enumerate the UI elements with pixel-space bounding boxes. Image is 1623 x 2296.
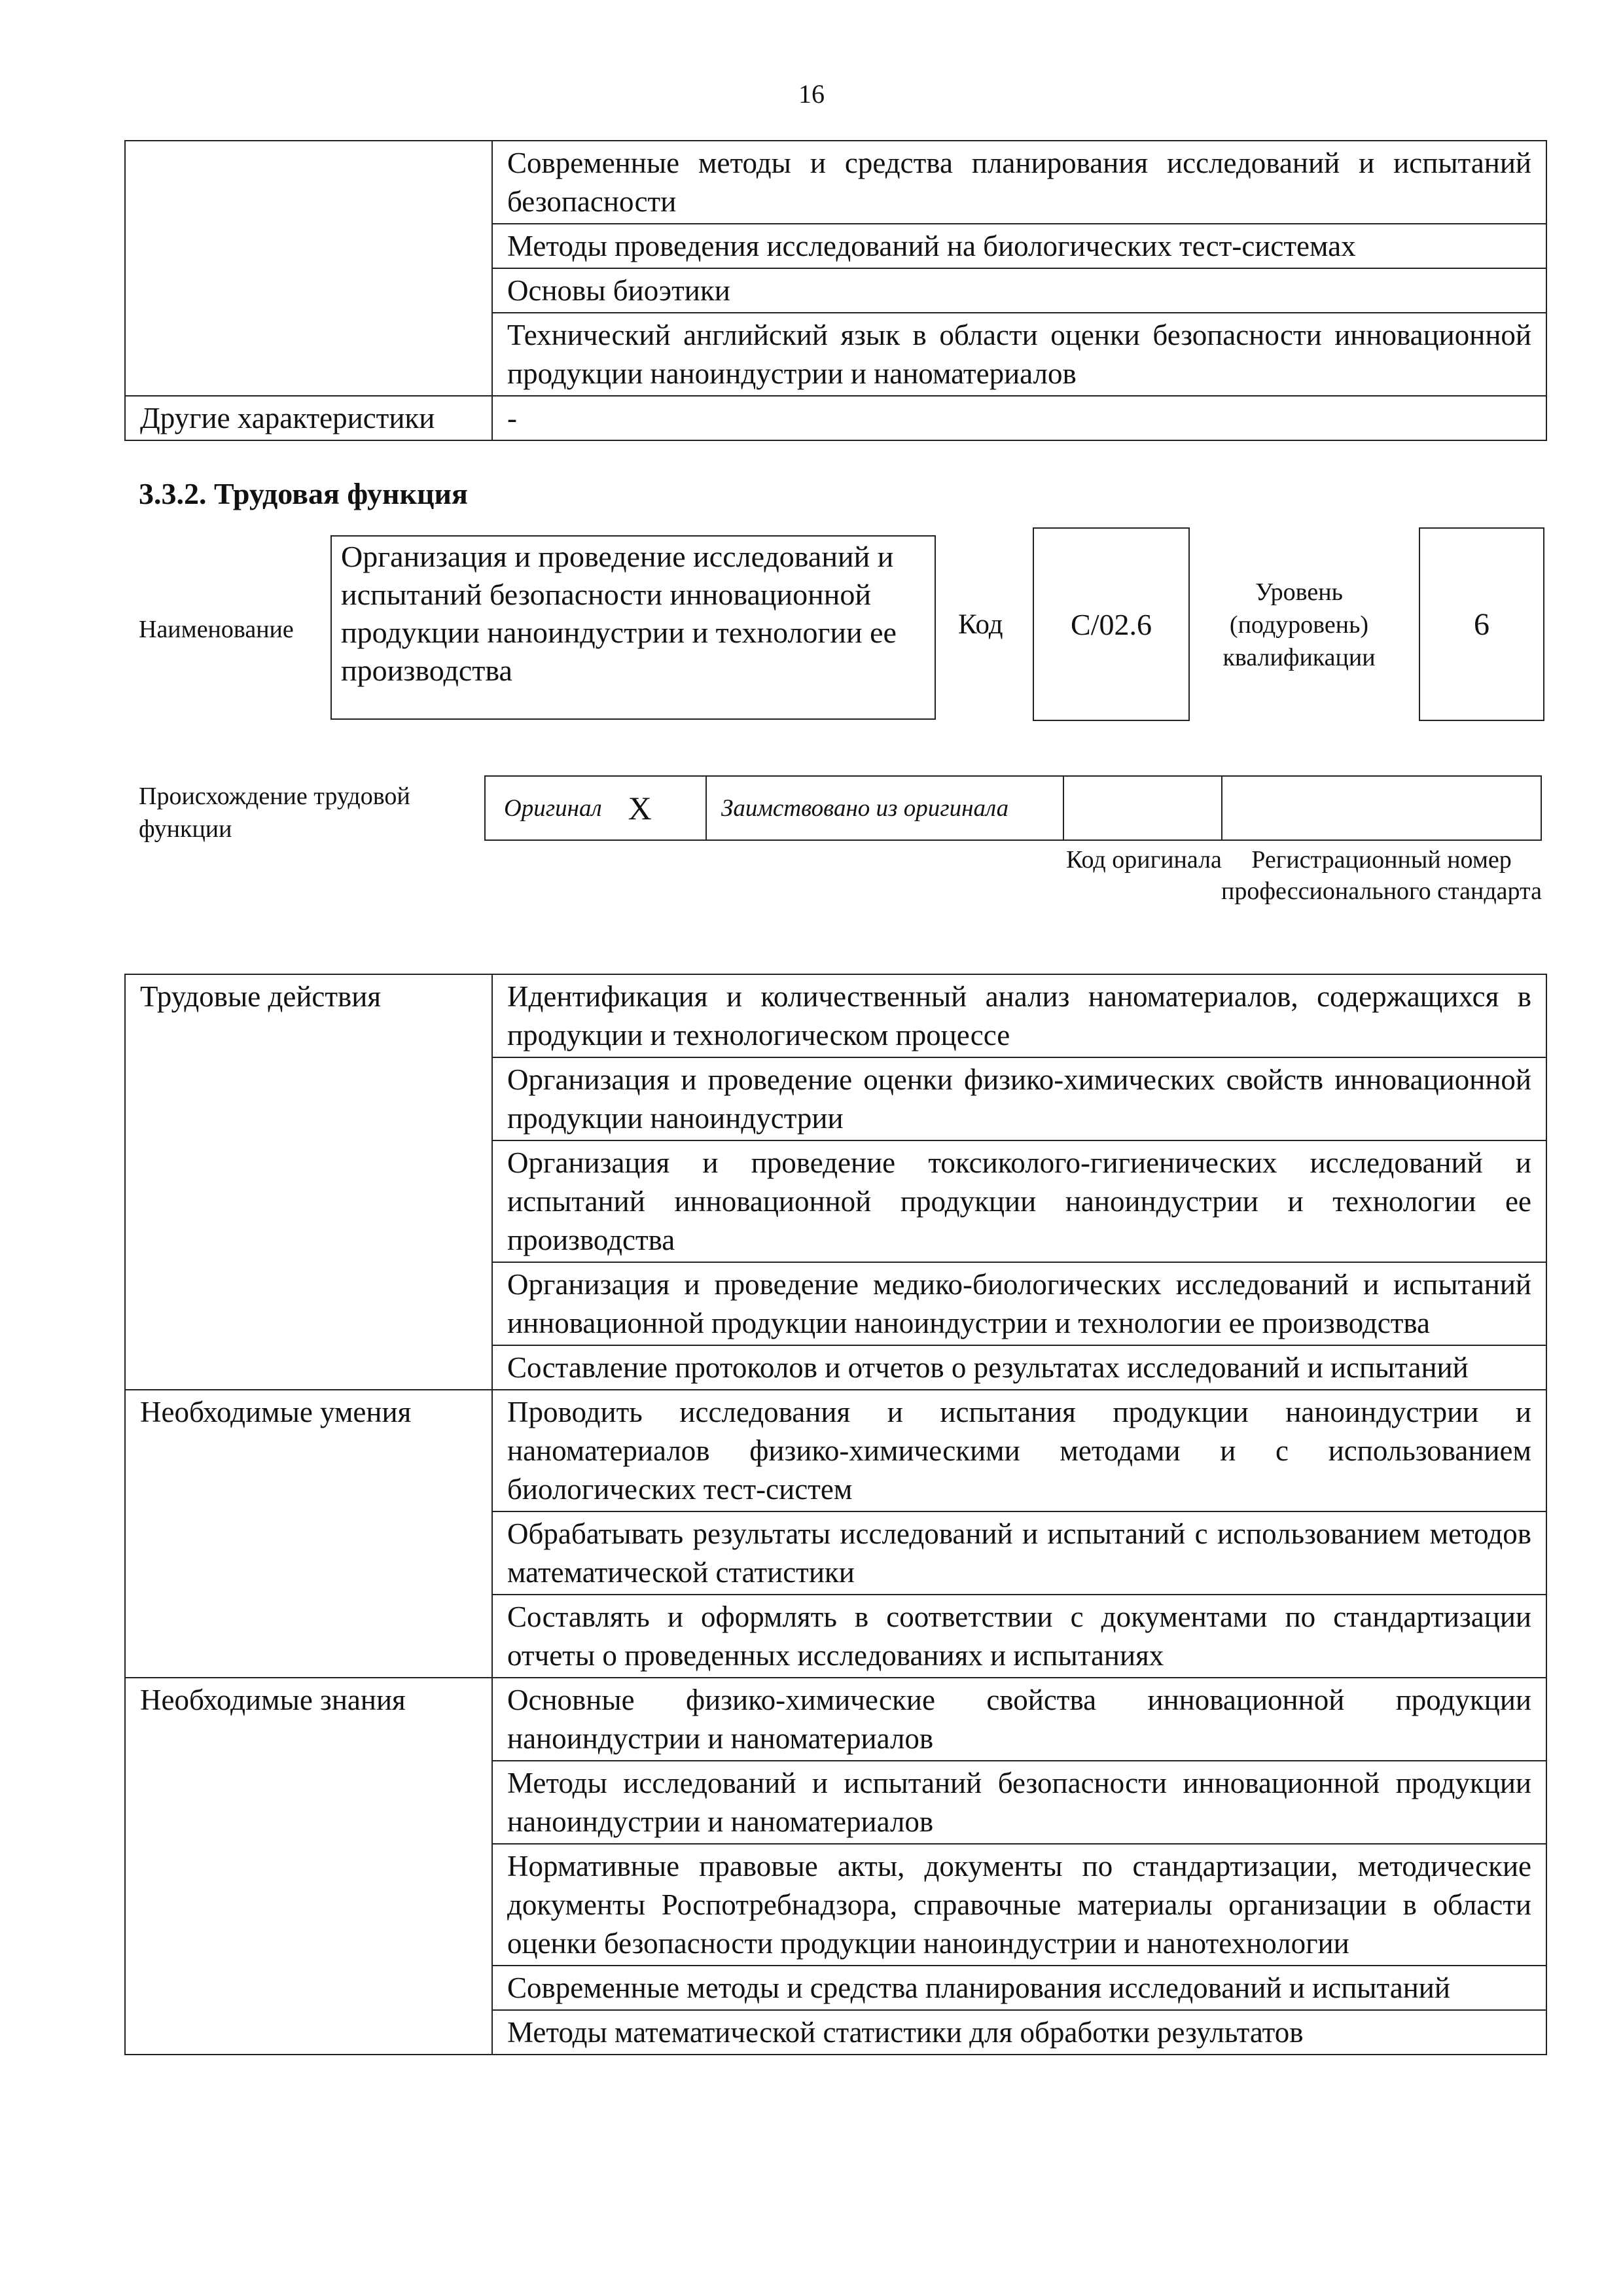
table-row <box>125 1678 1546 1761</box>
table-item-cell: Идентификация и количественный анализ наноматериалов, содержащихся в продукции и технологическом процессе <box>492 974 1546 1057</box>
table-item-cell: Проводить исследования и испытания продукции наноиндустрии и наноматериалов физико-химическими методами и с использованием биологических тест-систем <box>492 1390 1546 1511</box>
table-row <box>125 1390 1546 1511</box>
table-row <box>125 974 1546 1057</box>
table-item-cell: Организация и проведение токсиколого-гигиенических исследований и испытаний инновационной продукции наноиндустрии и технологии ее производства <box>492 1140 1546 1262</box>
original-code-caption: Код оригинала <box>1066 846 1222 874</box>
group-label-required-knowledge: Необходимые знания <box>125 1678 492 2055</box>
registration-number-caption: Регистрационный номер профессионального стандарта <box>1221 846 1542 905</box>
borrowed-label: Заимствовано из оригинала <box>721 794 1009 822</box>
table-item-cell: Организация и проведение медико-биологических исследований и испытаний инновационной продукции наноиндустрии и технологии ее производства <box>492 1262 1546 1345</box>
table-item-cell: Составление протоколов и отчетов о результатах исследований и испытаний <box>492 1345 1546 1390</box>
table-item-cell: Методы проведения исследований на биологических тест-системах <box>492 224 1546 268</box>
origin-row <box>486 775 1544 841</box>
table-label-cell: Другие характеристики <box>125 396 492 440</box>
original-label: Оригинал <box>504 794 602 822</box>
function-name-box: Организация и проведение исследований и испытаний безопасности инновационной продукции наноиндустрии и технологии ее производства <box>330 535 936 720</box>
table-item-cell: Составлять и оформлять в соответствии с документами по стандартизации отчеты о проведенных исследованиях и испытаниях <box>492 1595 1546 1678</box>
table-row <box>125 396 1546 440</box>
table-item-cell: Технический английский язык в области оценки безопасности инновационной продукции наноиндустрии и наноматериалов <box>492 313 1546 396</box>
code-label: Код <box>958 609 1003 640</box>
code-value-box: С/02.6 <box>1033 527 1190 721</box>
section-title: 3.3.2. Трудовая функция <box>139 477 468 510</box>
table-item-cell: Организация и проведение оценки физико-химических свойств инновационной продукции наноиндустрии <box>492 1057 1546 1140</box>
table-item-cell: - <box>492 396 1546 440</box>
qualification-level-box: 6 <box>1419 527 1544 721</box>
registration-number-cell <box>1221 775 1542 841</box>
origin-label: Происхождение трудовой функции <box>139 783 410 843</box>
continued-knowledge-table <box>124 140 1547 441</box>
table-item-cell: Современные методы и средства планирования исследований и испытаний <box>492 1966 1546 2010</box>
table-item-cell: Основные физико-химические свойства инновационной продукции наноиндустрии и наноматериалов <box>492 1678 1546 1761</box>
original-code-cell <box>1063 775 1222 841</box>
table-item-cell: Нормативные правовые акты, документы по стандартизации, методические документы Роспотребнадзора, справочные материалы организации в области оценки безопасности продукции наноиндустрии и нанотехнологии <box>492 1844 1546 1966</box>
page-number: 16 <box>798 79 825 109</box>
group-label-required-skills: Необходимые умения <box>125 1390 492 1678</box>
table-item-cell: Современные методы и средства планирования исследований и испытаний безопасности <box>492 141 1546 224</box>
qualification-level-label: Уровень (подуровень) квалификации <box>1222 578 1376 671</box>
table-item-cell: Основы биоэтики <box>492 268 1546 313</box>
table-item-cell: Методы исследований и испытаний безопасности инновационной продукции наноиндустрии и наноматериалов <box>492 1761 1546 1844</box>
table-item-cell: Методы математической статистики для обработки результатов <box>492 2010 1546 2055</box>
table-item-cell: Обрабатывать результаты исследований и испытаний с использованием методов математической статистики <box>492 1511 1546 1595</box>
table-label-cell <box>125 141 492 396</box>
original-mark: X <box>628 790 652 826</box>
table-row <box>125 141 1546 224</box>
name-label: Наименование <box>139 616 294 643</box>
original-cell <box>484 775 707 841</box>
borrowed-cell <box>705 775 1064 841</box>
group-label-labor-actions: Трудовые действия <box>125 974 492 1390</box>
labor-function-details-table <box>124 974 1547 2055</box>
